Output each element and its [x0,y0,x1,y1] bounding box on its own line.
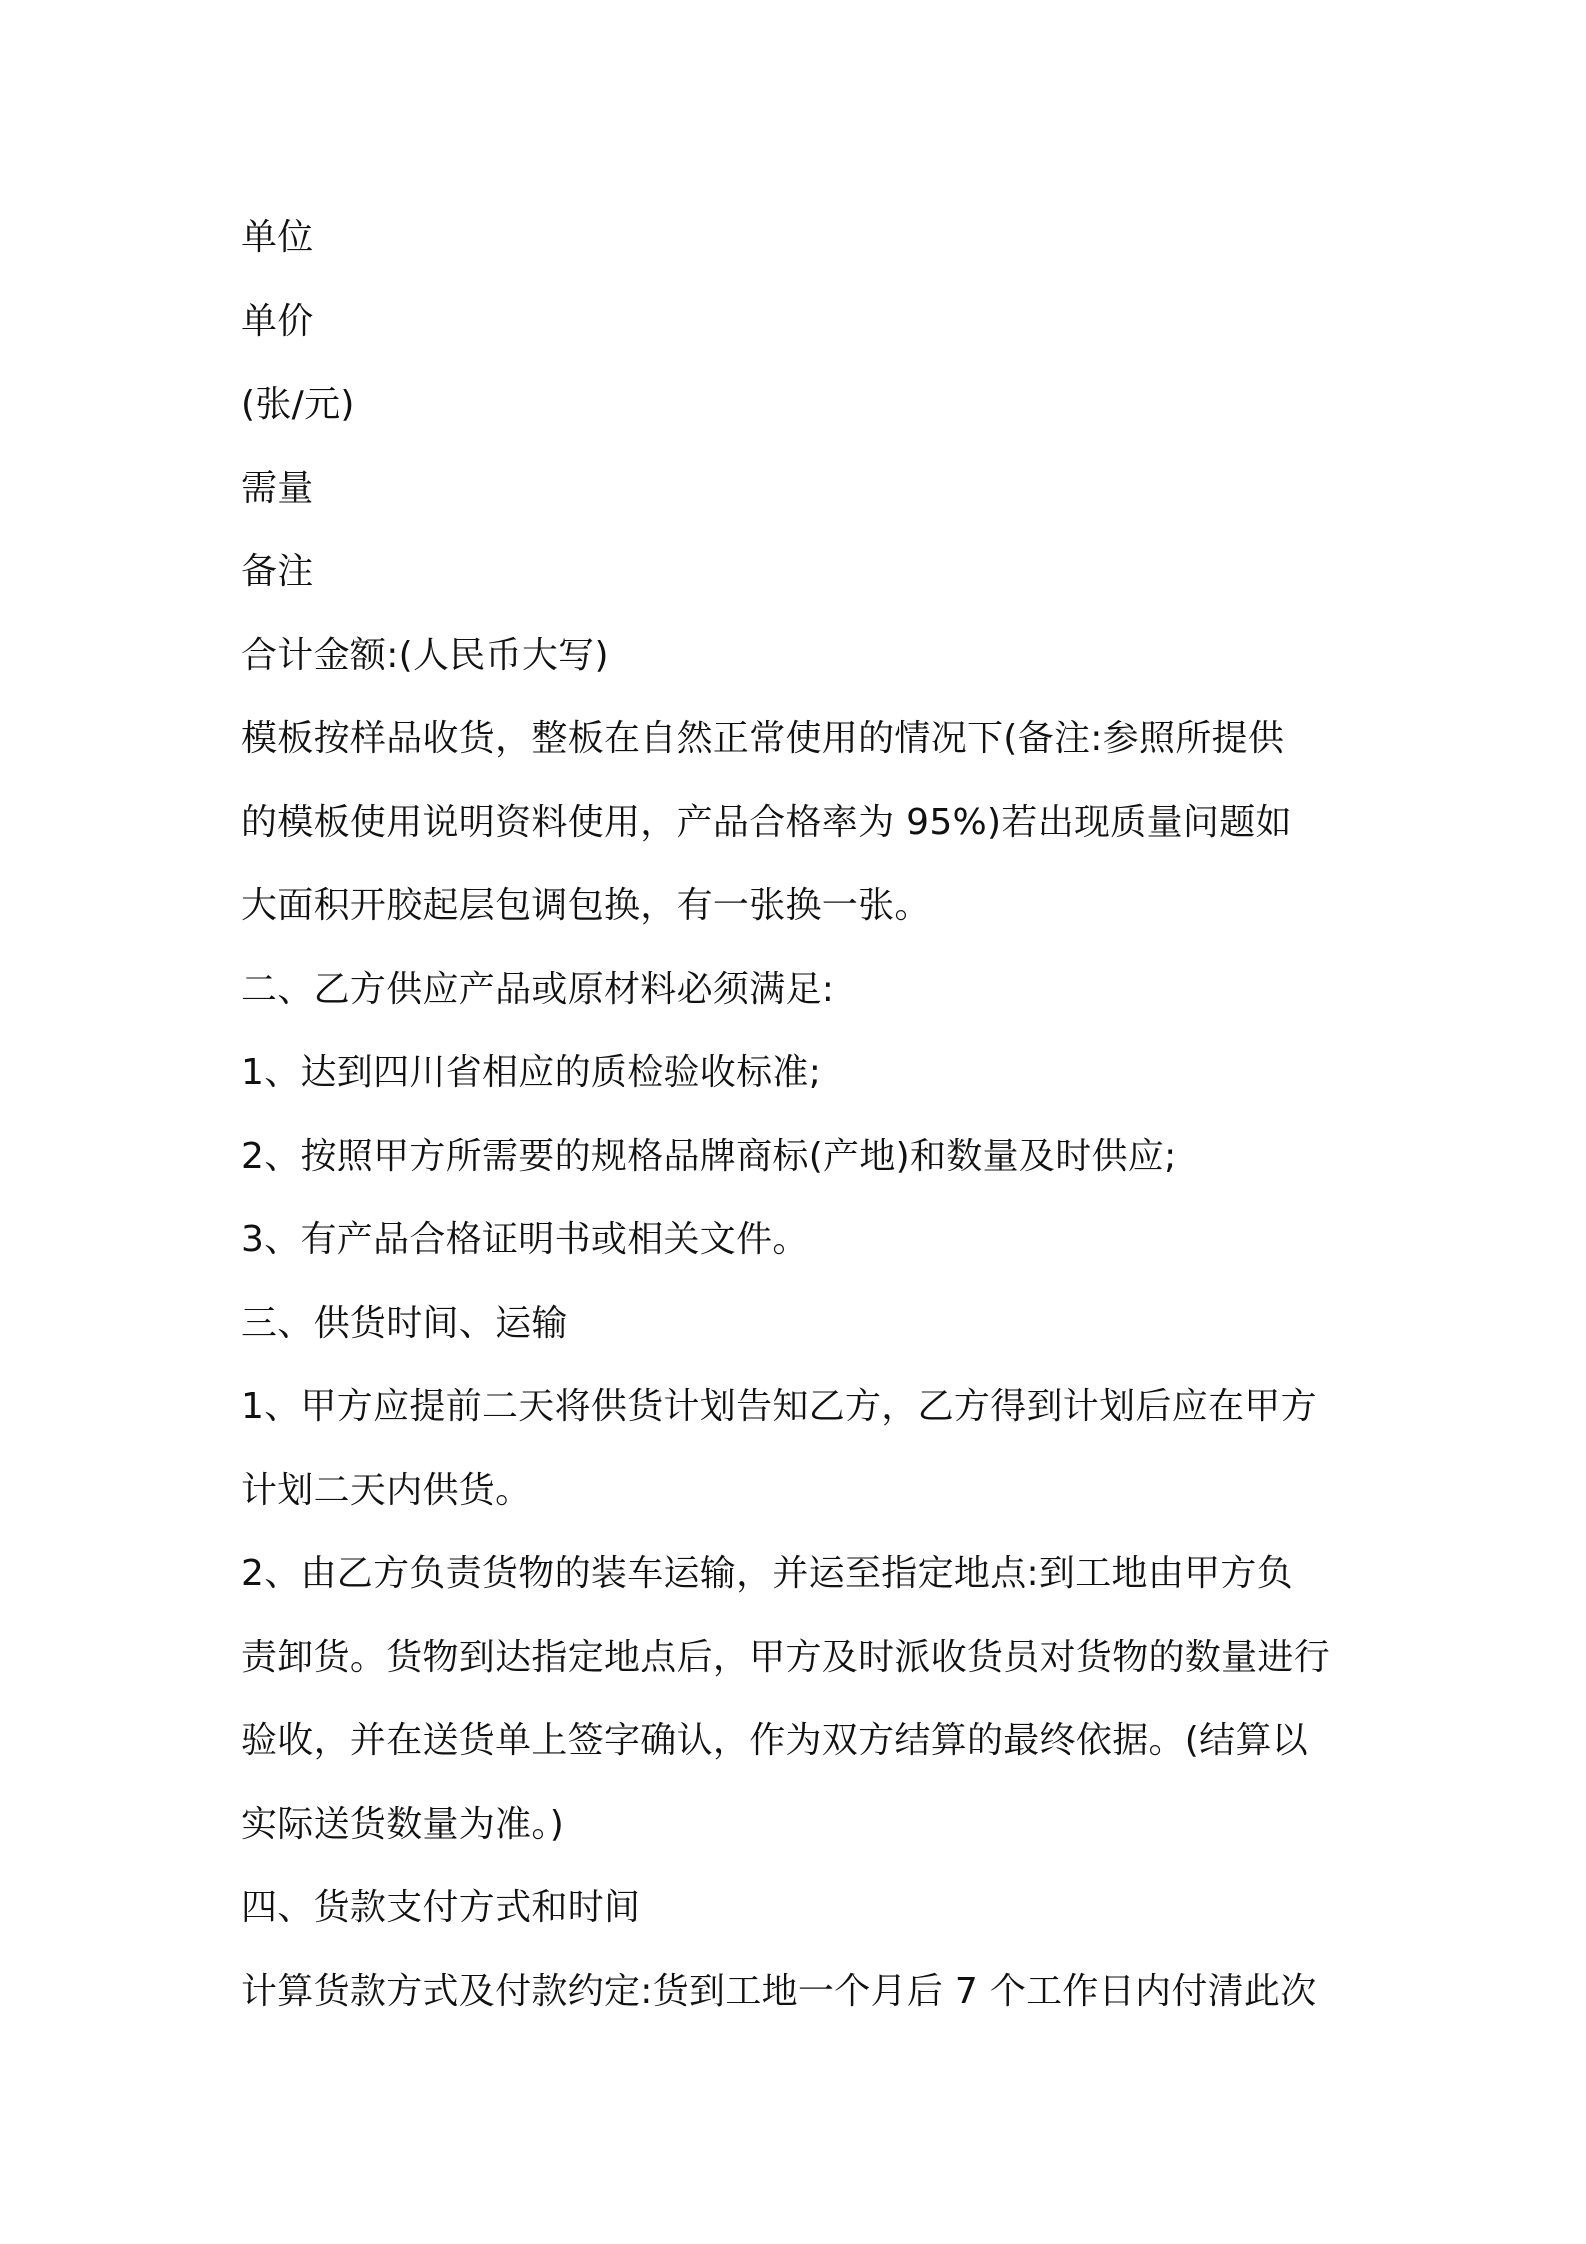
text-line: 备注 [241,551,314,592]
text-line: 计算货款方式及付款约定:货到工地一个月后 7 个工作日内付清此次 [241,1970,1317,2012]
section-heading: 二、乙方供应产品或原材料必须满足: [241,968,835,1010]
text-line: 2、由乙方负责货物的装车运输，并运至指定地点:到工地由甲方负 [241,1553,1294,1594]
text-line: 大面积开胶起层包调包换，有一张换一张。 [241,885,931,926]
text-line: (张/元) [241,384,355,425]
section-heading: 四、货款支付方式和时间 [241,1887,641,1928]
text-line: 单价 [241,300,314,342]
text-line: 责卸货。货物到达指定地点后，甲方及时派收货员对货物的数量进行 [241,1636,1331,1678]
section-heading: 三、供货时间、运输 [241,1302,568,1344]
text-line: 需量 [241,467,314,509]
text-line: 3、有产品合格证明书或相关文件。 [241,1219,809,1260]
text-line: 1、甲方应提前二天将供货计划告知乙方，乙方得到计划后应在甲方 [241,1386,1317,1427]
text-line: 合计金额:(人民币大写) [241,634,609,676]
text-line: 1、达到四川省相应的质检验收标准; [241,1052,822,1093]
document-body [241,196,1366,2033]
text-line: 实际送货数量为准。) [241,1803,565,1845]
text-line: 模板按样品收货，整板在自然正常使用的情况下(备注:参照所提供 [241,718,1285,759]
text-line: 2、按照甲方所需要的规格品牌商标(产地)和数量及时供应; [241,1135,1177,1177]
text-line: 计划二天内供货。 [241,1469,532,1511]
text-line: 验收，并在送货单上签字确认，作为双方结算的最终依据。(结算以 [241,1720,1309,1761]
text-line: 的模板使用说明资料使用，产品合格率为 95%)若出现质量问题如 [241,801,1292,843]
text-line: 单位 [241,217,314,258]
